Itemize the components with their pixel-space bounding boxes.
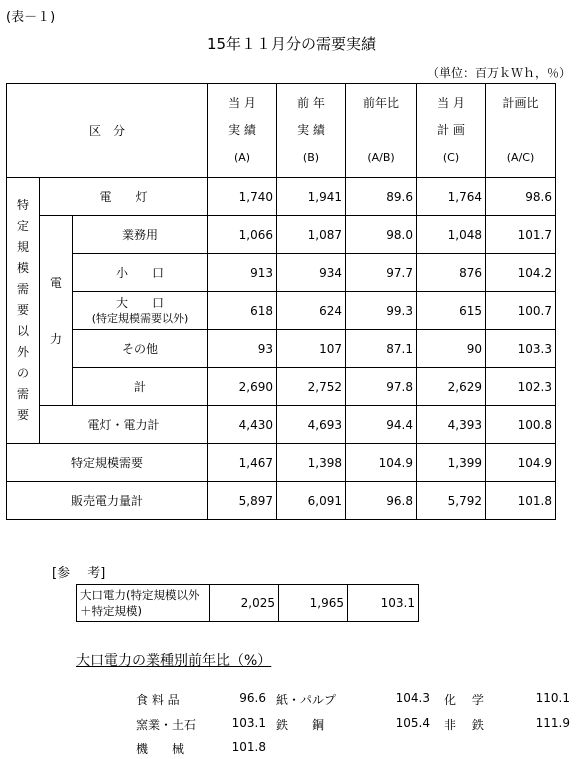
cell-ac: 101.7: [486, 216, 556, 254]
row-label: その他: [73, 330, 208, 368]
cell-ac: 100.7: [486, 292, 556, 330]
cell-c: 5,792: [417, 482, 486, 520]
cell-b: 6,091: [277, 482, 346, 520]
header-yoy-ratio: 前年比 (A/B): [346, 84, 417, 178]
cell-c: 615: [417, 292, 486, 330]
table-row: [7, 330, 556, 368]
industry-value-machinery: 101.8: [231, 740, 266, 754]
cell-ac: 103.3: [486, 330, 556, 368]
cell-c: 4,393: [417, 406, 486, 444]
cell-a: 1,740: [208, 178, 277, 216]
cell-ab: 94.4: [346, 406, 417, 444]
table-row: [7, 178, 556, 216]
cell-b: 107: [277, 330, 346, 368]
cell-b: 2,752: [277, 368, 346, 406]
cell-a: 2,025: [210, 585, 279, 622]
table-row: [7, 444, 556, 482]
row-label: 大 口 (特定規模需要以外): [73, 292, 208, 330]
table-row: [7, 406, 556, 444]
reference-table: [76, 584, 419, 622]
table-row: [7, 292, 556, 330]
cell-b: 4,693: [277, 406, 346, 444]
cell-ac: 104.9: [486, 444, 556, 482]
cell-c: 1,048: [417, 216, 486, 254]
group-label-non-specified: 特定規模需要以外の需要: [7, 178, 40, 444]
cell-a: 913: [208, 254, 277, 292]
industry-name-paper: 紙・パルプ: [276, 693, 337, 707]
industry-value-paper: 104.3: [395, 691, 430, 705]
cell-ac: 104.2: [486, 254, 556, 292]
cell-b: 1,398: [277, 444, 346, 482]
cell-b: 1,087: [277, 216, 346, 254]
cell-ab: 104.9: [346, 444, 417, 482]
cell-a: 4,430: [208, 406, 277, 444]
industry-name-ceramics: 窯業・土石: [136, 718, 197, 732]
cell-ab: 103.1: [348, 585, 419, 622]
cell-c: 876: [417, 254, 486, 292]
cell-a: 1,467: [208, 444, 277, 482]
cell-ac: 102.3: [486, 368, 556, 406]
header-plan-ratio: 計画比 (A/C): [486, 84, 556, 178]
industry-value-steel: 105.4: [395, 716, 430, 730]
cell-a: 2,690: [208, 368, 277, 406]
industry-value-nonferrous: 111.9: [535, 716, 570, 730]
cell-ab: 87.1: [346, 330, 417, 368]
reference-title: [参 考]: [52, 566, 106, 581]
cell-c: 1,399: [417, 444, 486, 482]
table-row: [77, 585, 419, 622]
header-category: 区 分: [7, 84, 208, 178]
industry-name-food: 食 料 品: [136, 693, 180, 707]
cell-ab: 97.7: [346, 254, 417, 292]
header-current-actual: 当 月 実 績 (A): [208, 84, 277, 178]
page-title: 15年１１月分の需要実績: [206, 35, 377, 53]
row-label: 販売電力量計: [7, 482, 208, 520]
table-row: [7, 216, 556, 254]
industry-value-food: 96.6: [239, 691, 266, 705]
industry-name-nonferrous: 非 鉄: [444, 718, 484, 732]
unit-note: （単位：百万ｋＷｈ，％）: [426, 66, 571, 80]
industry-name-machinery: 機 械: [136, 742, 185, 756]
table-number: (表－１): [6, 10, 56, 25]
header-current-plan: 当 月 計 画 (C): [417, 84, 486, 178]
industry-value-ceramics: 103.1: [231, 716, 266, 730]
table-row: [7, 368, 556, 406]
cell-ac: 100.8: [486, 406, 556, 444]
cell-c: 1,764: [417, 178, 486, 216]
table-row: [7, 482, 556, 520]
cell-ab: 89.6: [346, 178, 417, 216]
row-label: 特定規模需要: [7, 444, 208, 482]
header-prev-actual: 前 年 実 績 (B): [277, 84, 346, 178]
cell-ab: 97.8: [346, 368, 417, 406]
cell-a: 618: [208, 292, 277, 330]
cell-b: 1,941: [277, 178, 346, 216]
cell-b: 934: [277, 254, 346, 292]
row-label: 小 口: [73, 254, 208, 292]
row-label: 電 灯: [40, 178, 208, 216]
cell-ab: 99.3: [346, 292, 417, 330]
cell-b: 1,965: [279, 585, 348, 622]
cell-c: 90: [417, 330, 486, 368]
cell-b: 624: [277, 292, 346, 330]
cell-ac: 101.8: [486, 482, 556, 520]
row-label: 計: [73, 368, 208, 406]
reference-label: 大口電力(特定規模以外＋特定規模): [77, 585, 210, 622]
industry-name-chemical: 化 学: [444, 693, 484, 707]
cell-a: 1,066: [208, 216, 277, 254]
cell-a: 5,897: [208, 482, 277, 520]
demand-table: [6, 83, 556, 520]
row-label: 業務用: [73, 216, 208, 254]
industry-title: 大口電力の業種別前年比（%）: [76, 653, 272, 669]
industry-name-steel: 鉄 鋼: [276, 718, 325, 732]
cell-c: 2,629: [417, 368, 486, 406]
power-label: 電力: [40, 216, 73, 406]
cell-a: 93: [208, 330, 277, 368]
cell-ac: 98.6: [486, 178, 556, 216]
table-row: [7, 254, 556, 292]
cell-ab: 98.0: [346, 216, 417, 254]
industry-value-chemical: 110.1: [535, 691, 570, 705]
cell-ab: 96.8: [346, 482, 417, 520]
row-label: 電灯・電力計: [40, 406, 208, 444]
